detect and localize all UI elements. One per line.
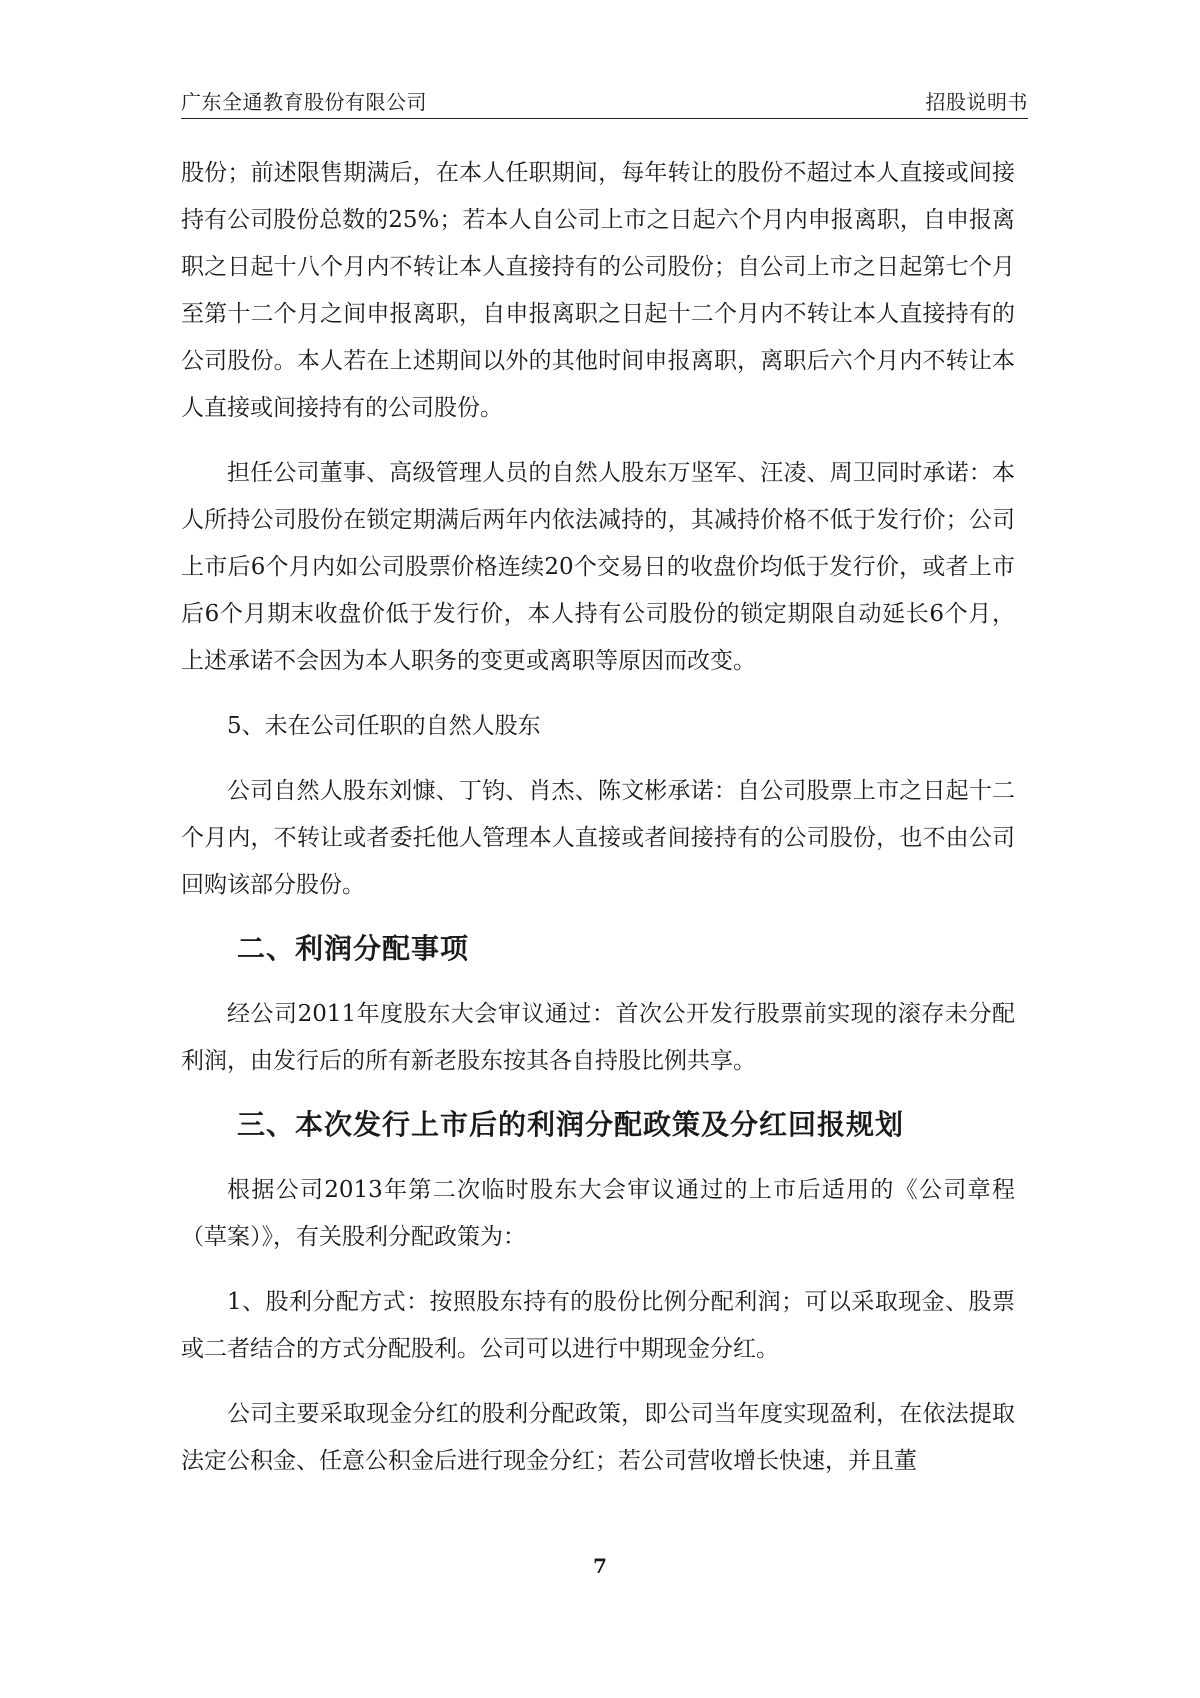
section-heading-profit-distribution: 二、利润分配事项 (237, 932, 470, 965)
section-heading-dividend-policy: 三、本次发行上市后的利润分配政策及分红回报规划 (237, 1108, 905, 1141)
subheading-non-employee-shareholders: 5、未在公司任职的自然人股东 (227, 713, 541, 739)
paragraph-retained-earnings: 经公司2011年度股东大会审议通过：首次公开发行股票前实现的滚存未分配利润，由发行后的所有新老股东按其各自持股比例共享。 (181, 1001, 1015, 1074)
document-body (181, 150, 1015, 1503)
paragraph-shareholder-commitment: 公司自然人股东刘慷、丁钧、肖杰、陈文彬承诺：自公司股票上市之日起十二个月内，不转让或者委托他人管理本人直接或者间接持有的公司股份，也不由公司回购该部分股份。 (181, 778, 1015, 898)
paragraph-articles-reference: 根据公司2013年第二次临时股东大会审议通过的上市后适用的《公司章程（草案）》，有关股利分配政策为： (181, 1177, 1015, 1250)
paragraph-director-commitment: 担任公司董事、高级管理人员的自然人股东万坚军、汪凌、周卫同时承诺：本人所持公司股份在锁定期满后两年内依法减持的，其减持价格不低于发行价；公司上市后6个月内如公司股票价格连续20个交易日的收盘价均低于发行价，或者上市后6个月期末收盘价低于发行价，本人持有公司股份的锁定期限自动延长6个月，上述承诺不会因为本人职务的变更或离职等原因而改变。 (181, 460, 1015, 674)
header-company-name: 广东全通教育股份有限公司 (181, 90, 427, 114)
page-number: 7 (593, 1554, 607, 1578)
paragraph-lockup-continuation: 股份；前述限售期满后，在本人任职期间，每年转让的股份不超过本人直接或间接持有公司股份总数的25%；若本人自公司上市之日起六个月内申报离职，自申报离职之日起十八个月内不转让本人直接持有的公司股份；自公司上市之日起第七个月至第十二个月之间申报离职，自申报离职之日起十二个月内不转让本人直接持有的公司股份。本人若在上述期间以外的其他时间申报离职，离职后六个月内不转让本人直接或间接持有的公司股份。 (181, 160, 1015, 421)
paragraph-cash-dividend-policy: 公司主要采取现金分红的股利分配政策，即公司当年度实现盈利，在依法提取法定公积金、任意公积金后进行现金分红；若公司营收增长快速，并且董 (181, 1401, 1015, 1474)
paragraph-dividend-method: 1、股利分配方式：按照股东持有的股份比例分配利润；可以采取现金、股票或二者结合的方式分配股利。公司可以进行中期现金分红。 (181, 1289, 1015, 1362)
header-document-type: 招股说明书 (925, 90, 1028, 114)
page-header (181, 84, 1028, 119)
